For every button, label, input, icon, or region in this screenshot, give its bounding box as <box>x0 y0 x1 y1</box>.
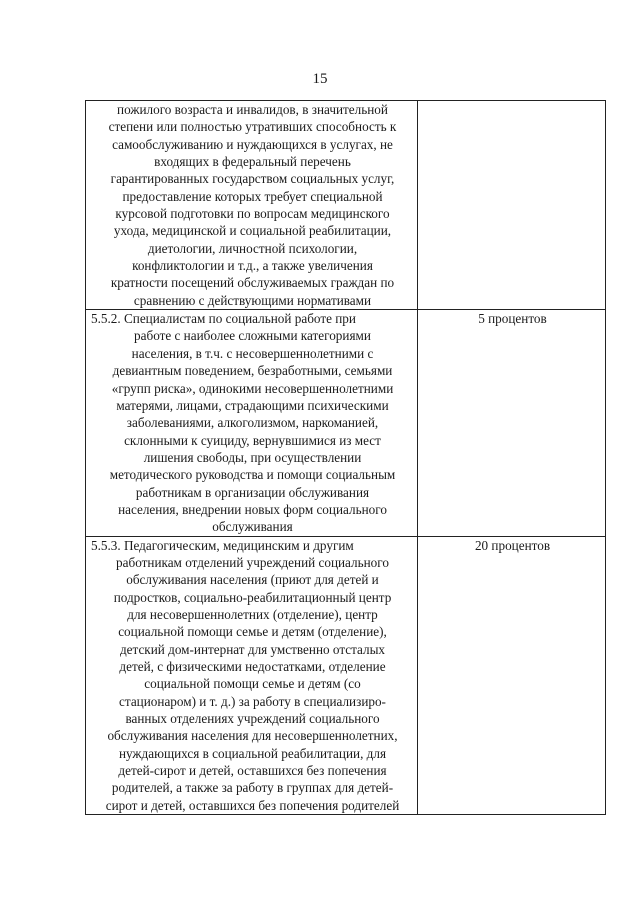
text-line: родителей, а также за работу в группах для детей- <box>111 780 394 796</box>
text-line: гарантированных государством социальных услуг, <box>110 171 395 187</box>
text-line: девиантным поведением, безработными, семьями <box>112 363 393 379</box>
text-line: «групп риска», одинокими несовершеннолетними <box>111 380 394 396</box>
text-line: диетологии, личностной психологии, <box>147 240 358 256</box>
text-line: ухода, медицинской и социальной реабилитации, <box>113 223 392 239</box>
text-line: конфликтологии и т.д., а также увеличения <box>132 258 373 274</box>
table-row <box>86 536 606 815</box>
text-line: степени или полностью утративших способность к <box>108 119 397 135</box>
text-line: кратности посещений обслуживаемых граждан по <box>110 275 395 291</box>
text-line: сирот и детей, оставшихся без попечения родителей <box>105 797 400 813</box>
text-line: 5.5.2. Специалистам по социальной работе при <box>91 311 356 327</box>
page-number: 15 <box>312 71 328 87</box>
text-line: социальной помощи семье и детям (со <box>144 676 361 692</box>
text-line: ванных отделениях учреждений социального <box>125 711 380 727</box>
text-line: детей-сирот и детей, оставшихся без попечения <box>118 763 387 779</box>
text-line: населения, внедрении новых форм социального <box>118 501 387 517</box>
text-line: работе с наиболее сложными категориями <box>134 328 371 344</box>
text-line: лишения свободы, при осуществлении <box>143 449 362 465</box>
text-line: стационаром) и т. д.) за работу в специализиро- <box>119 693 386 709</box>
value-cell <box>418 310 606 536</box>
text-line: самообслуживанию и нуждающихся в услугах, не <box>112 136 393 152</box>
text-line: курсовой подготовки по вопросам медицинского <box>115 206 390 222</box>
text-line: нуждающихся в социальной реабилитации, для <box>118 745 387 761</box>
value-text: 20 процентов <box>474 537 551 553</box>
value-cell <box>418 101 606 310</box>
allowance-table <box>85 100 606 815</box>
description-cell <box>86 101 418 310</box>
text-line: пожилого возраста и инвалидов, в значительной <box>117 102 388 117</box>
text-line: населения, в т.ч. с несовершеннолетними с <box>131 345 374 361</box>
text-line: обслуживания населения для несовершеннолетних, <box>107 728 398 744</box>
description-cell <box>86 310 418 536</box>
text-line: методического руководства и помощи социальным <box>109 467 396 483</box>
text-line: социальной помощи семье и детям (отделение), <box>118 624 387 640</box>
value-text: 5 процентов <box>478 311 547 327</box>
table-row <box>86 101 606 310</box>
text-line: подростков, социально-реабилитационный центр <box>113 589 392 605</box>
text-line: предоставление которых требует специальной <box>122 188 383 204</box>
text-line: обслуживания <box>212 519 293 535</box>
value-cell <box>418 536 606 815</box>
text-line: матерями, лицами, страдающими психическими <box>116 397 389 413</box>
text-line: заболеваниями, алкоголизмом, наркоманией, <box>126 415 379 431</box>
text-line: детей, с физическими недостатками, отделение <box>119 659 386 674</box>
text-line: 5.5.3. Педагогическим, медицинским и другим <box>91 537 354 553</box>
description-cell <box>86 536 418 815</box>
text-line: для несовершеннолетних (отделение), центр <box>127 606 378 622</box>
text-line: работникам отделений учреждений социального <box>116 554 389 570</box>
text-line: сравнению с действующими нормативами <box>133 292 372 308</box>
text-line: детский дом-интернат для умственно отсталых <box>119 641 386 657</box>
text-line: склонными к суициду, вернувшимися из мест <box>124 432 381 448</box>
text-line: работникам в организации обслуживания <box>135 484 370 500</box>
table-row <box>86 310 606 536</box>
text-line: входящих в федеральный перечень <box>154 154 351 170</box>
text-line: обслуживания населения (приют для детей и <box>126 572 379 588</box>
